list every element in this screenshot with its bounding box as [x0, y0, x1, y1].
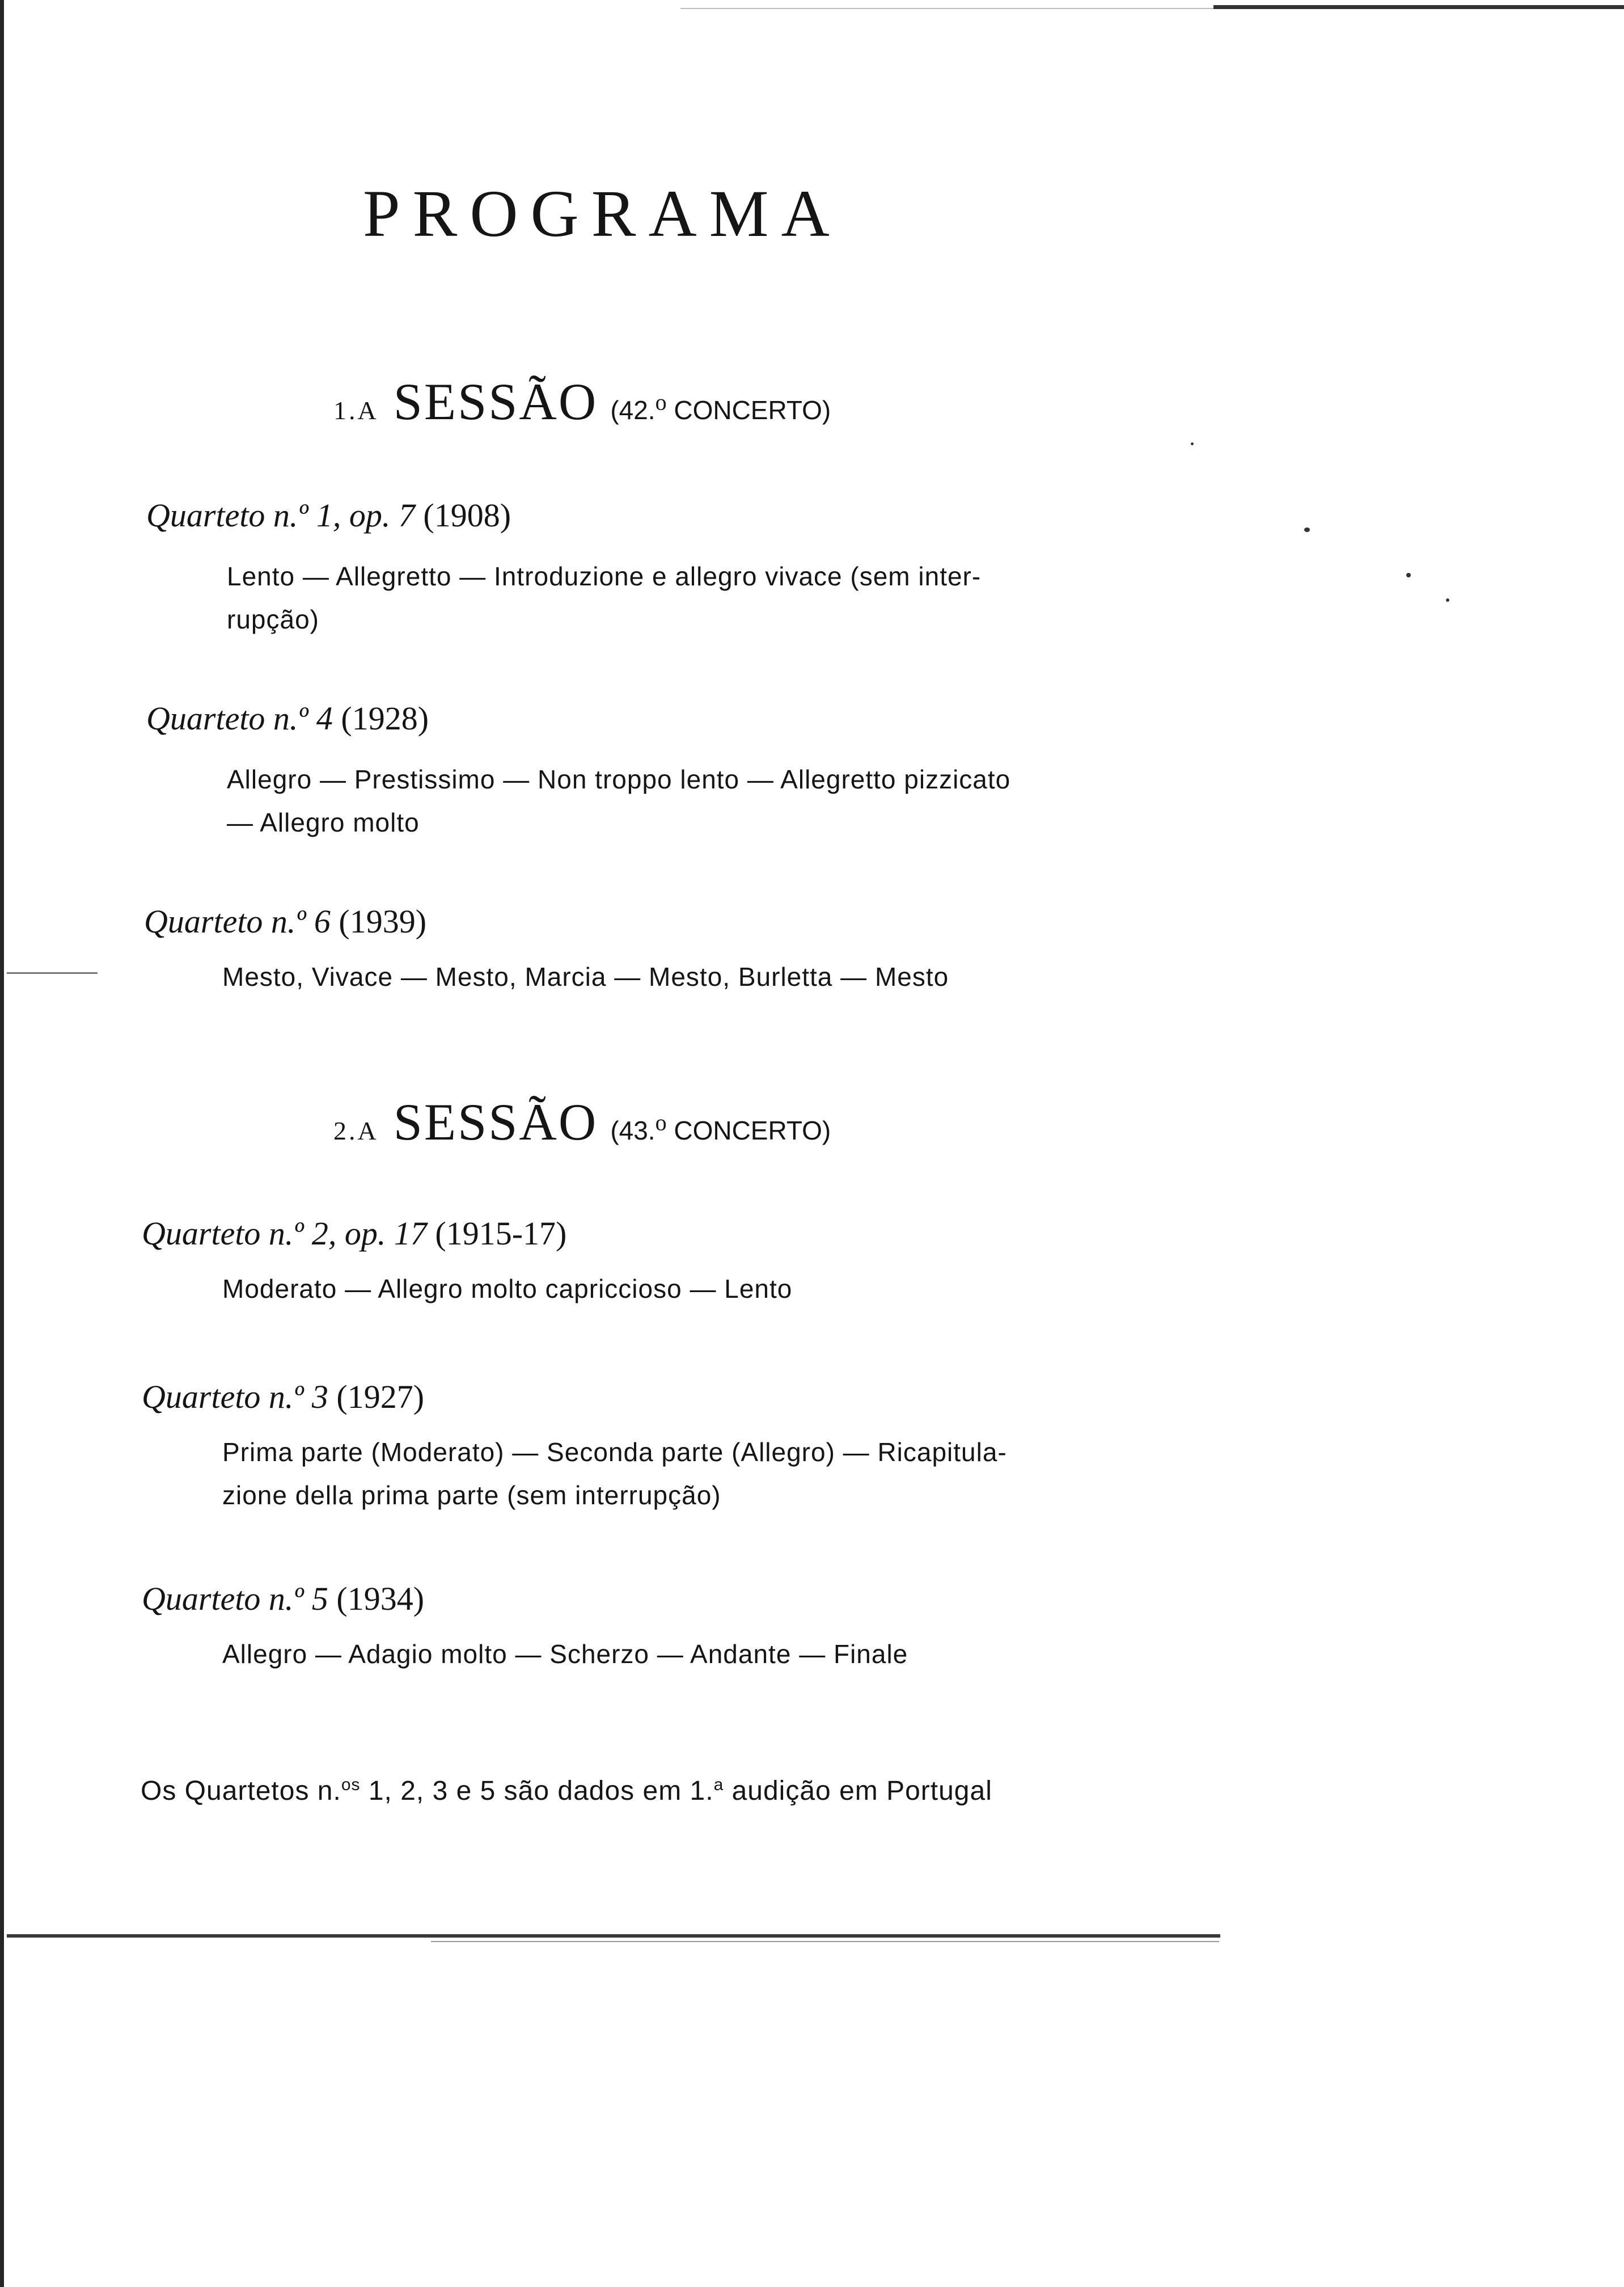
session-2-heading	[333, 1093, 831, 1151]
bottom-rule-faint	[431, 1941, 1219, 1942]
piece-quarteto-3	[142, 1378, 1007, 1517]
margin-mark	[7, 972, 98, 974]
bottom-rule	[7, 1934, 1220, 1938]
scan-edge-top-faint	[680, 8, 1213, 9]
speck	[1406, 573, 1411, 577]
piece-title: Quarteto n.º 5	[142, 1580, 328, 1617]
piece-quarteto-6	[144, 905, 949, 998]
movement-line: zione della prima parte (sem interrupção)	[222, 1480, 721, 1510]
piece-quarteto-5	[142, 1580, 908, 1676]
speck	[1446, 598, 1449, 602]
piece-quarteto-4	[146, 702, 1010, 844]
piece-year: (1927)	[336, 1378, 425, 1415]
piece-quarteto-2	[142, 1217, 792, 1310]
piece-year: (1928)	[341, 700, 429, 737]
speck	[1304, 528, 1310, 532]
piece-quarteto-1	[146, 499, 981, 641]
piece-title: Quarteto n.º 6	[144, 903, 331, 940]
speck	[1191, 442, 1194, 445]
movement-line: Allegro — Prestissimo — Non troppo lento — Allegretto pizzicato	[227, 765, 1011, 794]
movement-line: Lento — Allegretto — Introduzione e allegro vivace (sem inter-	[227, 562, 982, 591]
concert-label: (43.$^o$ CONCERTO)	[610, 1109, 831, 1145]
movement-line: — Allegro molto	[227, 808, 420, 837]
movement-line: Mesto, Vivace — Mesto, Marcia — Mesto, Burletta — Mesto	[222, 962, 949, 991]
movements	[146, 555, 981, 641]
scan-edge-left	[0, 0, 4, 2287]
movement-line: Moderato — Allegro molto capriccioso — Lento	[222, 1274, 793, 1303]
piece-year: (1934)	[336, 1580, 425, 1617]
session-number: 2.A	[333, 1116, 379, 1145]
movements	[142, 1431, 1007, 1517]
piece-title: Quarteto n.º 2, op. 17	[142, 1215, 427, 1252]
movement-line: Allegro — Adagio molto — Scherzo — Andante — Finale	[222, 1639, 908, 1669]
movements	[144, 955, 949, 998]
piece-title: Quarteto n.º 3	[142, 1378, 328, 1415]
session-1-heading	[333, 373, 831, 431]
movement-line: Prima parte (Moderato) — Seconda parte (Allegro) — Ricapitula-	[222, 1437, 1007, 1467]
scan-edge-top	[1213, 5, 1624, 9]
piece-year: (1939)	[339, 903, 427, 940]
movements	[142, 1267, 792, 1310]
piece-title: Quarteto n.º 4	[146, 700, 333, 737]
movements	[146, 758, 1010, 844]
page-title: PROGRAMA	[363, 176, 842, 251]
session-number: 1.A	[333, 396, 379, 425]
movement-line: rupção)	[227, 605, 319, 634]
piece-year: (1915-17)	[435, 1215, 567, 1252]
movements	[142, 1632, 908, 1676]
piece-title: Quarteto n.º 1, op. 7	[146, 497, 415, 534]
piece-year: (1908)	[423, 497, 511, 534]
session-word: SESSÃO	[393, 373, 598, 431]
concert-label: (42.$^o$ CONCERTO)	[610, 389, 831, 425]
footnote: Os Quartetos n.$^{os}$ 1, 2, 3 e 5 são dados em 1.$^a$ audição em Portugal	[141, 1775, 992, 1806]
session-word: SESSÃO	[393, 1093, 598, 1151]
